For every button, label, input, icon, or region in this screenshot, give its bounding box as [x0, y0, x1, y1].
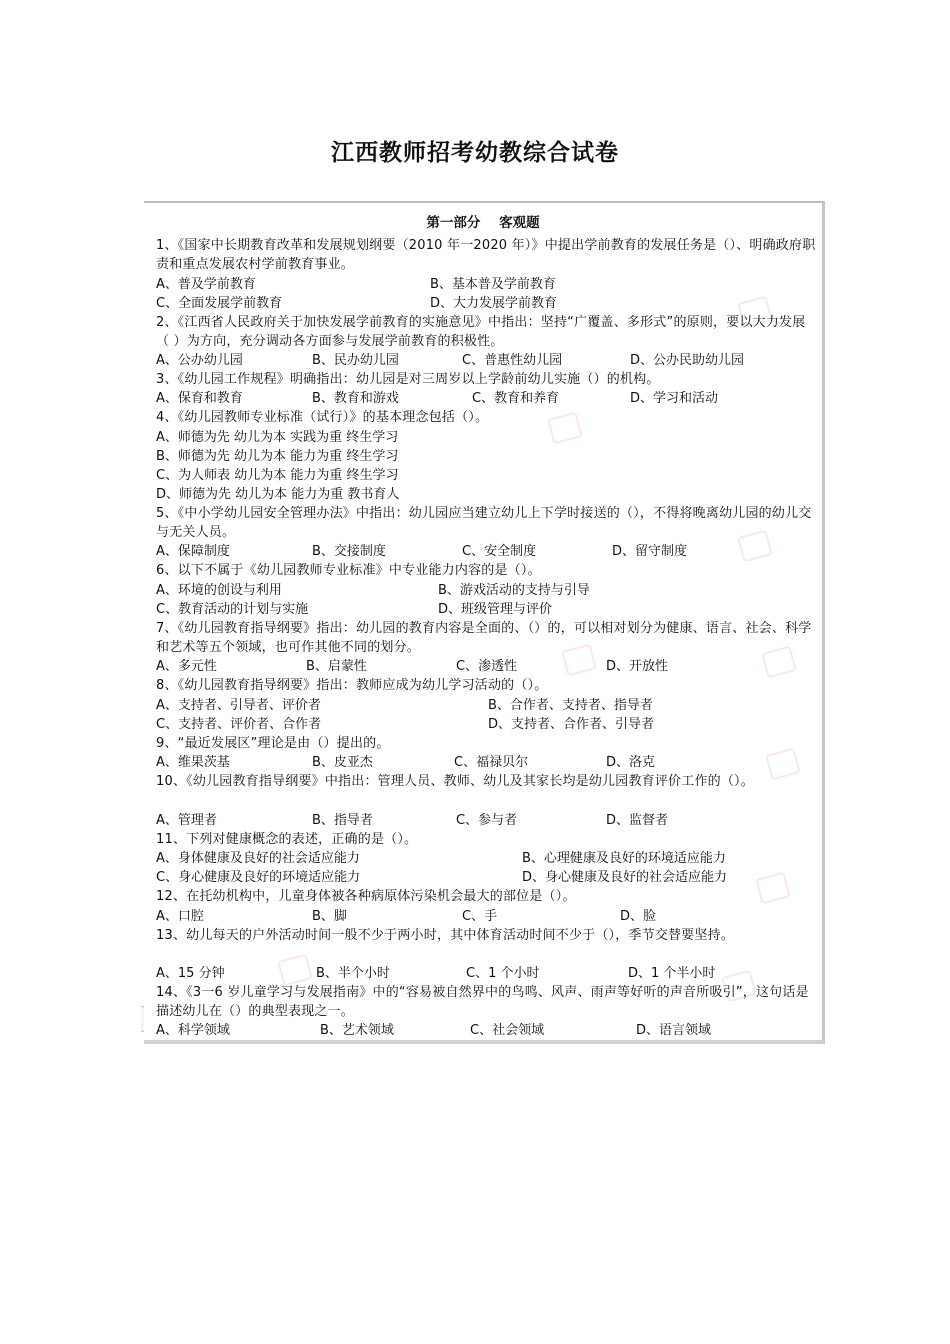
question-9: 9、“最近发展区”理论是由（）提出的。: [156, 736, 390, 751]
options-row: [156, 1021, 816, 1040]
options-row: [156, 428, 816, 447]
question-8: 8、《幼儿园教育指导纲要》指出：教师应成为幼儿学习活动的（）。: [156, 678, 548, 693]
option-d: D、洛克: [606, 755, 656, 770]
option-a: A、公办幼儿园: [156, 353, 243, 368]
option-a: A、维果茨基: [156, 755, 230, 770]
question-4: 4、《幼儿园教师专业标准（试行）》的基本理念包括（）。: [156, 410, 489, 425]
options-row: [156, 849, 816, 868]
option-c: C、社会领域: [470, 1023, 545, 1038]
option-b: B、艺术领域: [320, 1023, 394, 1038]
option-d: D、班级管理与评价: [438, 602, 553, 617]
option-c: C、教育活动的计划与实施: [156, 602, 309, 617]
option-a: A、科学领域: [156, 1023, 230, 1038]
option-d: D、师德为先 幼儿为本 能力为重 教书育人: [156, 487, 400, 502]
part-heading: 第一部分 客观题: [426, 215, 540, 231]
option-c: C、福禄贝尔: [454, 755, 529, 770]
option-d: D、脸: [620, 909, 657, 924]
option-b: B、心理健康及良好的环境适应能力: [522, 851, 726, 866]
options-row: [156, 389, 816, 408]
options-row: [156, 275, 816, 294]
options-row: [156, 466, 816, 485]
option-b: B、脚: [312, 909, 347, 924]
option-b: B、民办幼儿园: [312, 353, 399, 368]
option-a: A、身体健康及良好的社会适应能力: [156, 851, 360, 866]
question-1: 1、《国家中长期教育改革和发展规划纲要（2010 年一2020 年）》中提出学前教育的发展任务是（）、明确政府职责和重点发展农村学前教育事业。: [156, 238, 816, 273]
option-a: A、师德为先 幼儿为本 实践为重 终生学习: [156, 430, 399, 445]
option-b: B、教育和游戏: [312, 391, 399, 406]
option-a: A、普及学前教育: [156, 277, 256, 292]
option-a: A、口腔: [156, 909, 204, 924]
option-b: B、启蒙性: [306, 659, 367, 674]
option-a: A、保障制度: [156, 544, 230, 559]
option-a: A、多元性: [156, 659, 217, 674]
option-b: B、皮亚杰: [312, 755, 373, 770]
option-b: B、基本普及学前教育: [430, 277, 556, 292]
options-row: [156, 581, 816, 600]
option-c: C、手: [462, 909, 498, 924]
options-row: [156, 811, 816, 830]
question-10: 10、《幼儿园教育指导纲要》中指出：管理人员、教师、幼儿及其家长均是幼儿园教育评价工作的（）。: [156, 774, 754, 789]
option-d: D、公办民助幼儿园: [630, 353, 745, 368]
option-c: C、参与者: [456, 813, 518, 828]
option-c: C、为人师表 幼儿为本 能力为重 终生学习: [156, 468, 399, 483]
option-d: D、监督者: [606, 813, 669, 828]
question-14: 14、《3一6 岁儿童学习与发展指南》中的“容易被自然界中的鸟鸣、风声、雨声等好听的声音所吸引”，这句话是描述幼儿在（）的典型表现之一。: [156, 985, 809, 1020]
options-row: [156, 868, 816, 887]
options-row: [156, 542, 816, 561]
option-d: D、支持者、合作者、引导者: [488, 717, 655, 732]
option-d: D、1 个半小时: [628, 966, 716, 981]
option-c: C、教育和养育: [472, 391, 560, 406]
option-a: A、管理者: [156, 813, 217, 828]
option-b: B、交接制度: [312, 544, 386, 559]
option-b: B、合作者、支持者、指导者: [488, 698, 653, 713]
option-c: C、安全制度: [462, 544, 537, 559]
options-row: [156, 753, 816, 772]
options-row: [156, 600, 816, 619]
option-a: A、15 分钟: [156, 966, 225, 981]
options-row: [156, 294, 816, 313]
option-d: D、大力发展学前教育: [430, 296, 558, 311]
options-row: [156, 351, 816, 370]
question-2: 2、《江西省人民政府关于加快发展学前教育的实施意见》中指出：坚持“广覆盖、多形式”的原则，要以大力发展（ ）为方向，充分调动各方面参与发展学前教育的积极性。: [156, 315, 806, 350]
option-c: C、1 个小时: [466, 966, 540, 981]
option-d: D、留守制度: [612, 544, 688, 559]
document-title: 江西教师招考幼教综合试卷: [331, 139, 619, 166]
option-b: B、指导者: [312, 813, 373, 828]
options-row: [156, 964, 816, 983]
option-c: C、全面发展学前教育: [156, 296, 283, 311]
option-d: D、学习和活动: [630, 391, 719, 406]
question-6: 6、以下不属于《幼儿园教师专业标准》中专业能力内容的是（）。: [156, 563, 541, 578]
exam-sheet: [144, 201, 825, 1044]
options-row: [156, 485, 816, 504]
question-7: 7、《幼儿园教育指导纲要》指出：幼儿园的教育内容是全面的、（）的，可以相对划分为健康、语言、社会、科学和艺术等五个领域，也可作其他不同的划分。: [156, 621, 812, 656]
option-c: C、身心健康及良好的环境适应能力: [156, 870, 361, 885]
option-d: D、语言领域: [636, 1023, 712, 1038]
question-5: 5、《中小学幼儿园安全管理办法》中指出：幼儿园应当建立幼儿上下学时接送的（），不得将晚离幼儿园的幼儿交与无关人员。: [156, 506, 812, 541]
options-row: [156, 447, 816, 466]
option-b: B、师德为先 幼儿为本 能力为重 终生学习: [156, 449, 399, 464]
options-row: [156, 696, 816, 715]
option-b: B、半个小时: [316, 966, 390, 981]
option-a: A、环境的创设与利用: [156, 583, 282, 598]
option-d: D、身心健康及良好的社会适应能力: [522, 870, 728, 885]
option-a: A、保育和教育: [156, 391, 243, 406]
option-c: C、支持者、评价者、合作者: [156, 717, 322, 732]
option-a: A、支持者、引导者、评价者: [156, 698, 321, 713]
options-row: [156, 907, 816, 926]
question-3: 3、《幼儿园工作规程》明确指出：幼儿园是对三周岁以上学龄前幼儿实施（）的机构。: [156, 372, 660, 387]
option-d: D、开放性: [606, 659, 669, 674]
question-12: 12、在托幼机构中，儿童身体被各种病原体污染机会最大的部位是（）。: [156, 889, 576, 904]
option-b: B、游戏活动的支持与引导: [438, 583, 590, 598]
options-row: [156, 715, 816, 734]
question-11: 11、下列对健康概念的表述，正确的是（）。: [156, 832, 418, 847]
option-c: C、渗透性: [456, 659, 518, 674]
option-c: C、普惠性幼儿园: [462, 353, 563, 368]
question-13: 13、幼儿每天的户外活动时间一般不少于两小时，其中体育活动时间不少于（），季节交替要坚持。: [156, 928, 735, 943]
options-row: [156, 657, 816, 676]
